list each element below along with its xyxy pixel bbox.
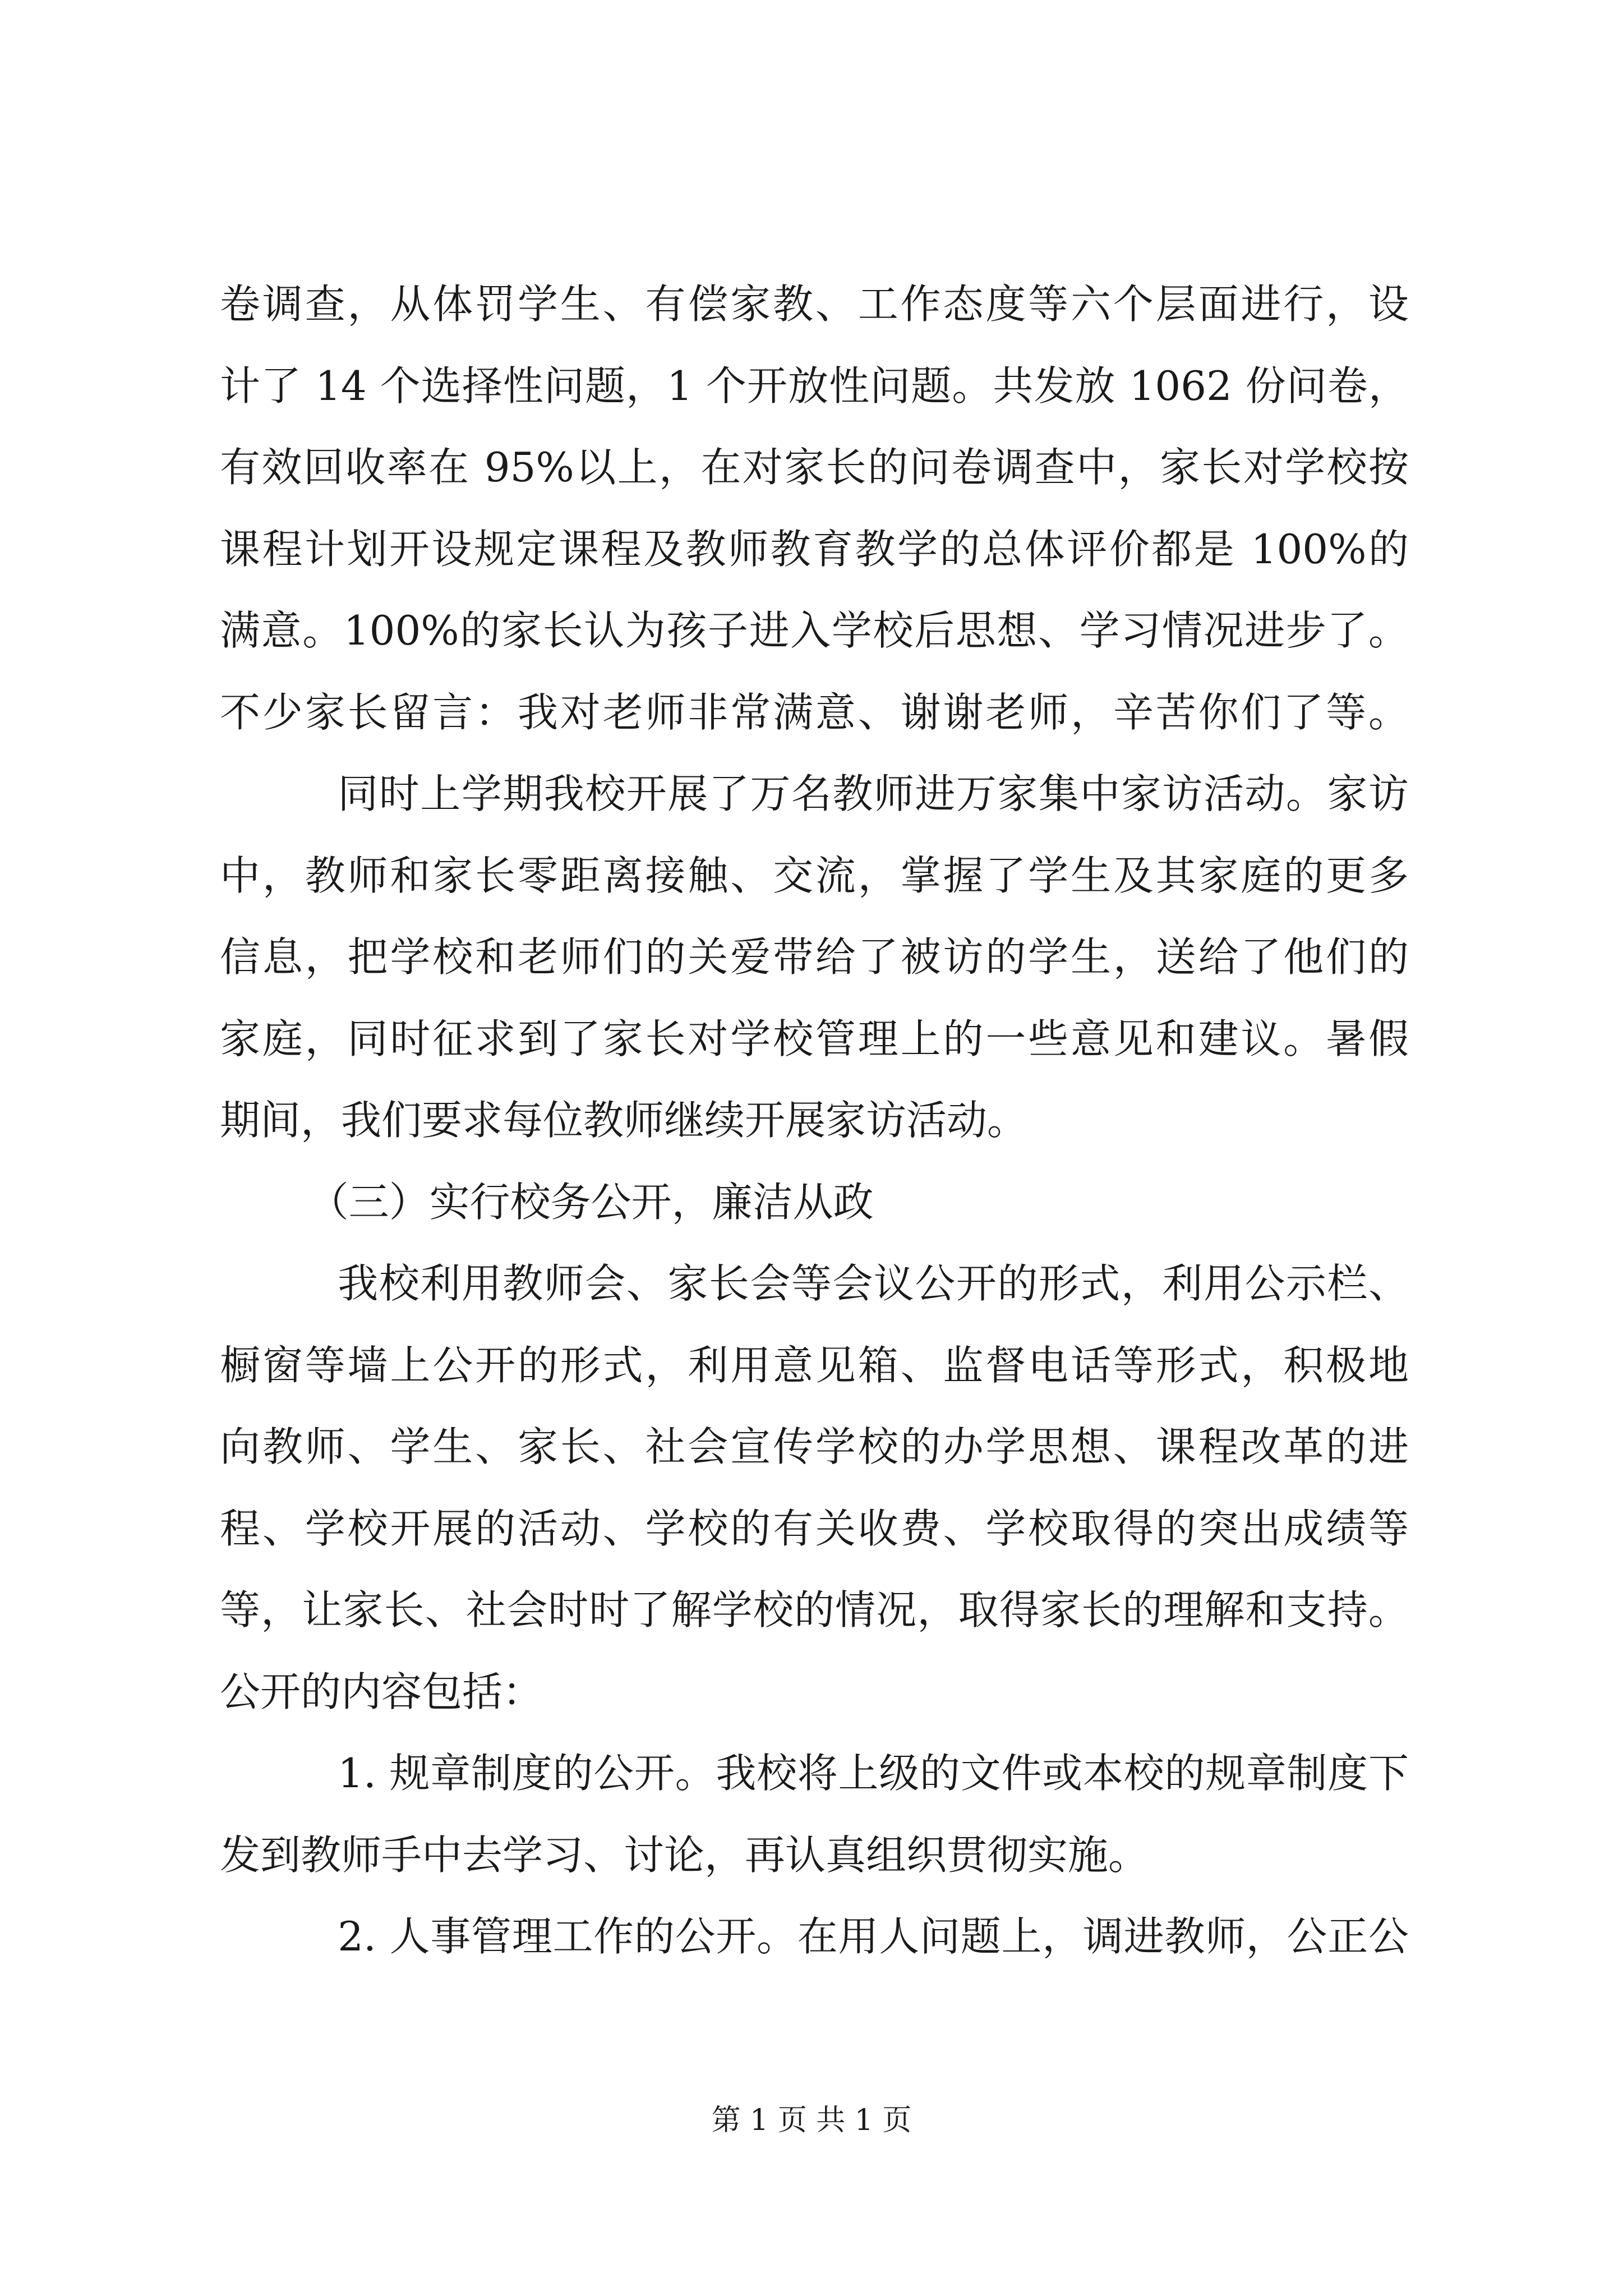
text-line: 等，让家长、社会时时了解学校的情况，取得家长的理解和支持。 (220, 1586, 1409, 1634)
text-line: 向教师、学生、家长、社会宣传学校的办学思想、课程改革的进 (220, 1423, 1409, 1470)
text-line: 同时上学期我校开展了万名教师进万家集中家访活动。家访 (338, 770, 1409, 817)
text-line: （三）实行校务公开，廉洁从政 (308, 1178, 874, 1226)
text-line: 中，教师和家长零距离接触、交流，掌握了学生及其家庭的更多 (220, 852, 1409, 899)
text-line: 有效回收率在 95%以上，在对家长的问卷调查中，家长对学校按 (220, 444, 1409, 491)
text-line: 家庭，同时征求到了家长对学校管理上的一些意见和建议。暑假 (220, 1015, 1409, 1062)
text-line: 2. 人事管理工作的公开。在用人问题上，调进教师，公正公 (338, 1913, 1409, 1960)
text-line: 程、学校开展的活动、学校的有关收费、学校取得的突出成绩等 (220, 1504, 1409, 1552)
text-line: 信息，把学校和老师们的关爱带给了被访的学生，送给了他们的 (220, 933, 1409, 981)
text-line: 橱窗等墙上公开的形式，利用意见箱、监督电话等形式，积极地 (220, 1341, 1409, 1389)
text-line: 满意。100%的家长认为孩子进入学校后思想、学习情况进步了。 (220, 607, 1409, 654)
text-line: 发到教师手中去学习、讨论，再认真组织贯彻实施。 (220, 1831, 1149, 1879)
text-line: 我校利用教师会、家长会等会议公开的形式，利用公示栏、 (338, 1260, 1409, 1307)
text-line: 期间，我们要求每位教师继续开展家访活动。 (220, 1097, 1028, 1144)
text-line: 卷调查，从体罚学生、有偿家教、工作态度等六个层面进行，设 (220, 280, 1409, 328)
document-body (220, 264, 1409, 1978)
text-line: 1. 规章制度的公开。我校将上级的文件或本校的规章制度下 (338, 1750, 1409, 1797)
page-footer: 第 1 页 共 1 页 (711, 2104, 912, 2137)
text-line: 计了 14 个选择性问题，1 个开放性问题。共发放 1062 份问卷， (220, 362, 1409, 409)
text-line: 公开的内容包括： (220, 1668, 543, 1715)
text-line: 课程计划开设规定课程及教师教育教学的总体评价都是 100%的 (220, 525, 1409, 573)
text-line: 不少家长留言：我对老师非常满意、谢谢老师，辛苦你们了等。 (220, 688, 1409, 736)
